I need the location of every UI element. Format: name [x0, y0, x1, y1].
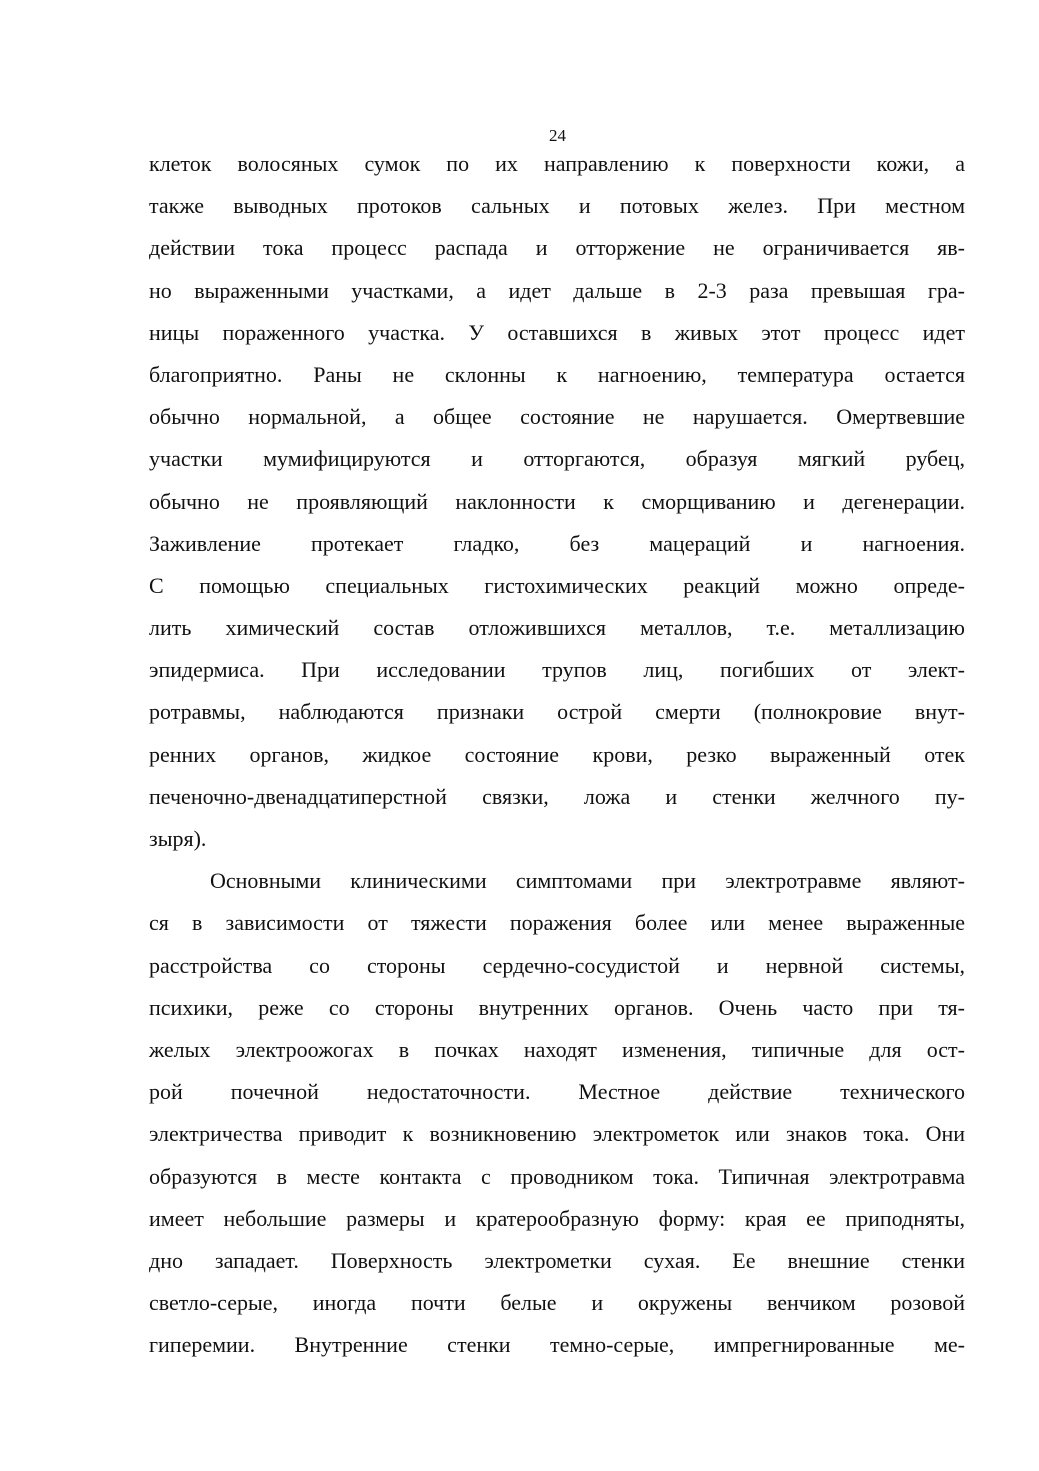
page-number: 24	[549, 126, 566, 145]
text-line: ренних органов, жидкое состояние крови, резко выраженный отек	[149, 741, 965, 767]
text-line: электричества приводит к возникновению электрометок или знаков тока. Они	[149, 1121, 965, 1147]
text-line: обычно нормальной, а общее состояние не нарушается. Омертвевшие	[149, 404, 965, 430]
text-line: имеет небольшие размеры и кратерообразную форму: края ее приподняты,	[149, 1205, 965, 1231]
text-line: С помощью специальных гистохимических реакций можно опреде-	[149, 572, 965, 598]
text-line: гиперемии. Внутренние стенки темно-серые, импрегнированные ме-	[149, 1332, 965, 1358]
text-line: ся в зависимости от тяжести поражения более или менее выраженные	[149, 910, 965, 936]
text-line: но выраженными участками, а идет дальше в 2-3 раза превышая гра-	[149, 277, 965, 303]
text-line: Заживление протекает гладко, без мацераций и нагноения.	[149, 530, 965, 556]
text-line: рой почечной недостаточности. Местное действие технического	[149, 1079, 965, 1105]
text-line: желых электроожогах в почках находят изменения, типичные для ост-	[149, 1036, 965, 1062]
text-line: клеток волосяных сумок по их направлению к поверхности кожи, а	[149, 151, 965, 176]
text-line: ротравмы, наблюдаются признаки острой смерти (полнокровие внут-	[149, 699, 965, 725]
text-line: действии тока процесс распада и отторжение не ограничивается яв-	[149, 235, 965, 261]
text-line: расстройства со стороны сердечно-сосудистой и нервной системы,	[149, 952, 965, 978]
text-line: благоприятно. Раны не склонны к нагноению, температура остается	[149, 361, 965, 387]
text-line: обычно не проявляющий наклонности к сморщиванию и дегенерации.	[149, 488, 965, 514]
text-line: ницы пораженного участка. У оставшихся в живых этот процесс идет	[149, 319, 965, 345]
text-line: печеночно-двенадцатиперстной связки, ложа и стенки желчного пу-	[149, 783, 965, 809]
text-line: образуются в месте контакта с проводником тока. Типичная электротравма	[149, 1163, 965, 1189]
text-line: дно западает. Поверхность электрометки сухая. Ее внешние стенки	[149, 1247, 965, 1273]
text-line: лить химический состав отложившихся металлов, т.е. металлизацию	[149, 615, 965, 641]
text-line: эпидермиса. При исследовании трупов лиц, погибших от элект-	[149, 657, 965, 683]
text-line: участки мумифицируются и отторгаются, образуя мягкий рубец,	[149, 446, 965, 472]
text-line: светло-серые, иногда почти белые и окружены венчиком розовой	[149, 1290, 965, 1316]
text-line: также выводных протоков сальных и потовых желез. При местном	[149, 193, 965, 219]
text-line: зыря).	[149, 826, 207, 851]
paragraph-first-line: Основными клиническими симптомами при электротравме являют-	[210, 868, 965, 894]
text-line: психики, реже со стороны внутренних органов. Очень часто при тя-	[149, 994, 965, 1020]
body-text	[149, 143, 965, 1366]
